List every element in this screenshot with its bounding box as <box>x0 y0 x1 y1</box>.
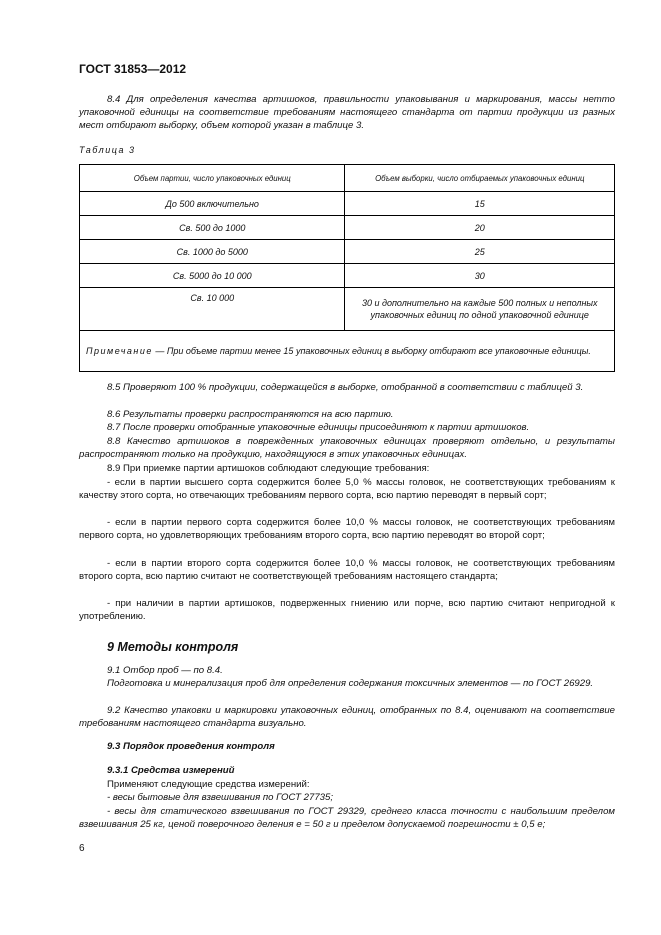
col-header-sample: Объем выборки, число отбираемых упаковочных единиц <box>345 165 615 192</box>
paragraph-8-9-d: - при наличии в партии артишоков, подверженных гниению или порче, всю партию считают непригодной к употреблению. <box>79 598 615 622</box>
paragraph-9-2: 9.2 Качество упаковки и маркировки упаковочных единиц, отобранных по 8.4, оценивают на соответствие требованиям настоящего стандарта визуально. <box>79 705 615 729</box>
paragraph-9-3-1-b: - весы для статического взвешивания по ГОСТ 29329, среднего класса точности с наибольшим пределом взвешивания 25 кг, ценой поверочного деления е = 50 г и пределом допускаемой погрешности ± 0,5 е; <box>79 806 615 830</box>
paragraph-8-9: 8.9 При приемке партии артишоков соблюдают следующие требования: <box>107 463 430 474</box>
paragraph-8-8: 8.8 Качество артишоков в поврежденных упаковочных единицах проверяют отдельно, и результаты распространяют только на продукцию, находящуюся в этих упаковочных единицах. <box>79 436 615 460</box>
lot-cell: До 500 включительно <box>80 192 345 216</box>
lot-cell: Св. 10 000 <box>80 288 345 331</box>
table-header-row <box>80 165 615 192</box>
table-caption: Таблица 3 <box>79 145 136 155</box>
table-row <box>80 192 615 216</box>
note-label: Примечание <box>86 346 153 356</box>
lot-cell: Св. 500 до 1000 <box>80 216 345 240</box>
sample-cell: 30 <box>345 264 615 288</box>
paragraph-8-9-a: - если в партии высшего сорта содержится более 5,0 % массы головок, не соответствующих требованиям к качеству этого сорта, но отвечающих требованиям первого сорта, всю партию переводят в первый сорт; <box>79 477 615 501</box>
paragraph-8-6: 8.6 Результаты проверки распространяются на всю партию. <box>107 409 394 420</box>
paragraph-8-9-c: - если в партии второго сорта содержится более 10,0 % массы головок, не соответствующих требованиям второго сорта, всю партию считают не соответствующей требованиям настоящего стандарта; <box>79 558 615 582</box>
table-note-row <box>80 331 615 372</box>
col-header-lot: Объем партии, число упаковочных единиц <box>80 165 345 192</box>
paragraph-8-4: 8.4 Для определения качества артишоков, правильности упаковывания и маркирования, массы нетто упаковочной единицы на соответствие требованиям настоящего стандарта от партии продукции из разных мест отбирают выборку, объем которой указан в таблице 3. <box>79 94 615 131</box>
paragraph-8-7: 8.7 После проверки отобранные упаковочные единицы присоединяют к партии артишоков. <box>107 422 530 433</box>
sample-cell: 20 <box>345 216 615 240</box>
table-row <box>80 264 615 288</box>
section-9-title: 9 Методы контроля <box>107 640 239 654</box>
table-note <box>80 331 615 372</box>
paragraph-8-5: 8.5 Проверяют 100 % продукции, содержащейся в выборке, отобранной в соответствии с таблицей 3. <box>107 382 584 393</box>
table-row <box>80 216 615 240</box>
page-number: 6 <box>79 843 85 854</box>
paragraph-9-1-b: Подготовка и минерализация проб для определения содержания токсичных элементов — по ГОСТ 26929. <box>107 678 594 689</box>
table-row <box>80 288 615 331</box>
sample-size-table <box>79 164 615 372</box>
paragraph-8-9-b: - если в партии первого сорта содержится более 10,0 % массы головок, не соответствующих требованиям первого сорта, но удовлетворяющих требованиям второго сорта, всю партию переводят во второй сорт; <box>79 517 615 541</box>
document-header: ГОСТ 31853—2012 <box>79 62 187 76</box>
note-text: — При объеме партии менее 15 упаковочных единиц в выборку отбирают все упаковочные единицы. <box>152 346 591 356</box>
table-row <box>80 240 615 264</box>
sample-cell: 15 <box>345 192 615 216</box>
paragraph-9-3-1: Применяют следующие средства измерений: <box>107 779 310 790</box>
heading-9-3-1: 9.3.1 Средства измерений <box>107 765 235 776</box>
sample-cell: 30 и дополнительно на каждые 500 полных и неполных упаковочных единиц по одной упаковочной единице <box>345 288 615 331</box>
paragraph-9-3-1-a: - весы бытовые для взвешивания по ГОСТ 27735; <box>107 792 334 803</box>
sample-cell: 25 <box>345 240 615 264</box>
lot-cell: Св. 1000 до 5000 <box>80 240 345 264</box>
heading-9-3: 9.3 Порядок проведения контроля <box>107 741 275 752</box>
paragraph-9-1: 9.1 Отбор проб — по 8.4. <box>107 665 223 676</box>
lot-cell: Св. 5000 до 10 000 <box>80 264 345 288</box>
